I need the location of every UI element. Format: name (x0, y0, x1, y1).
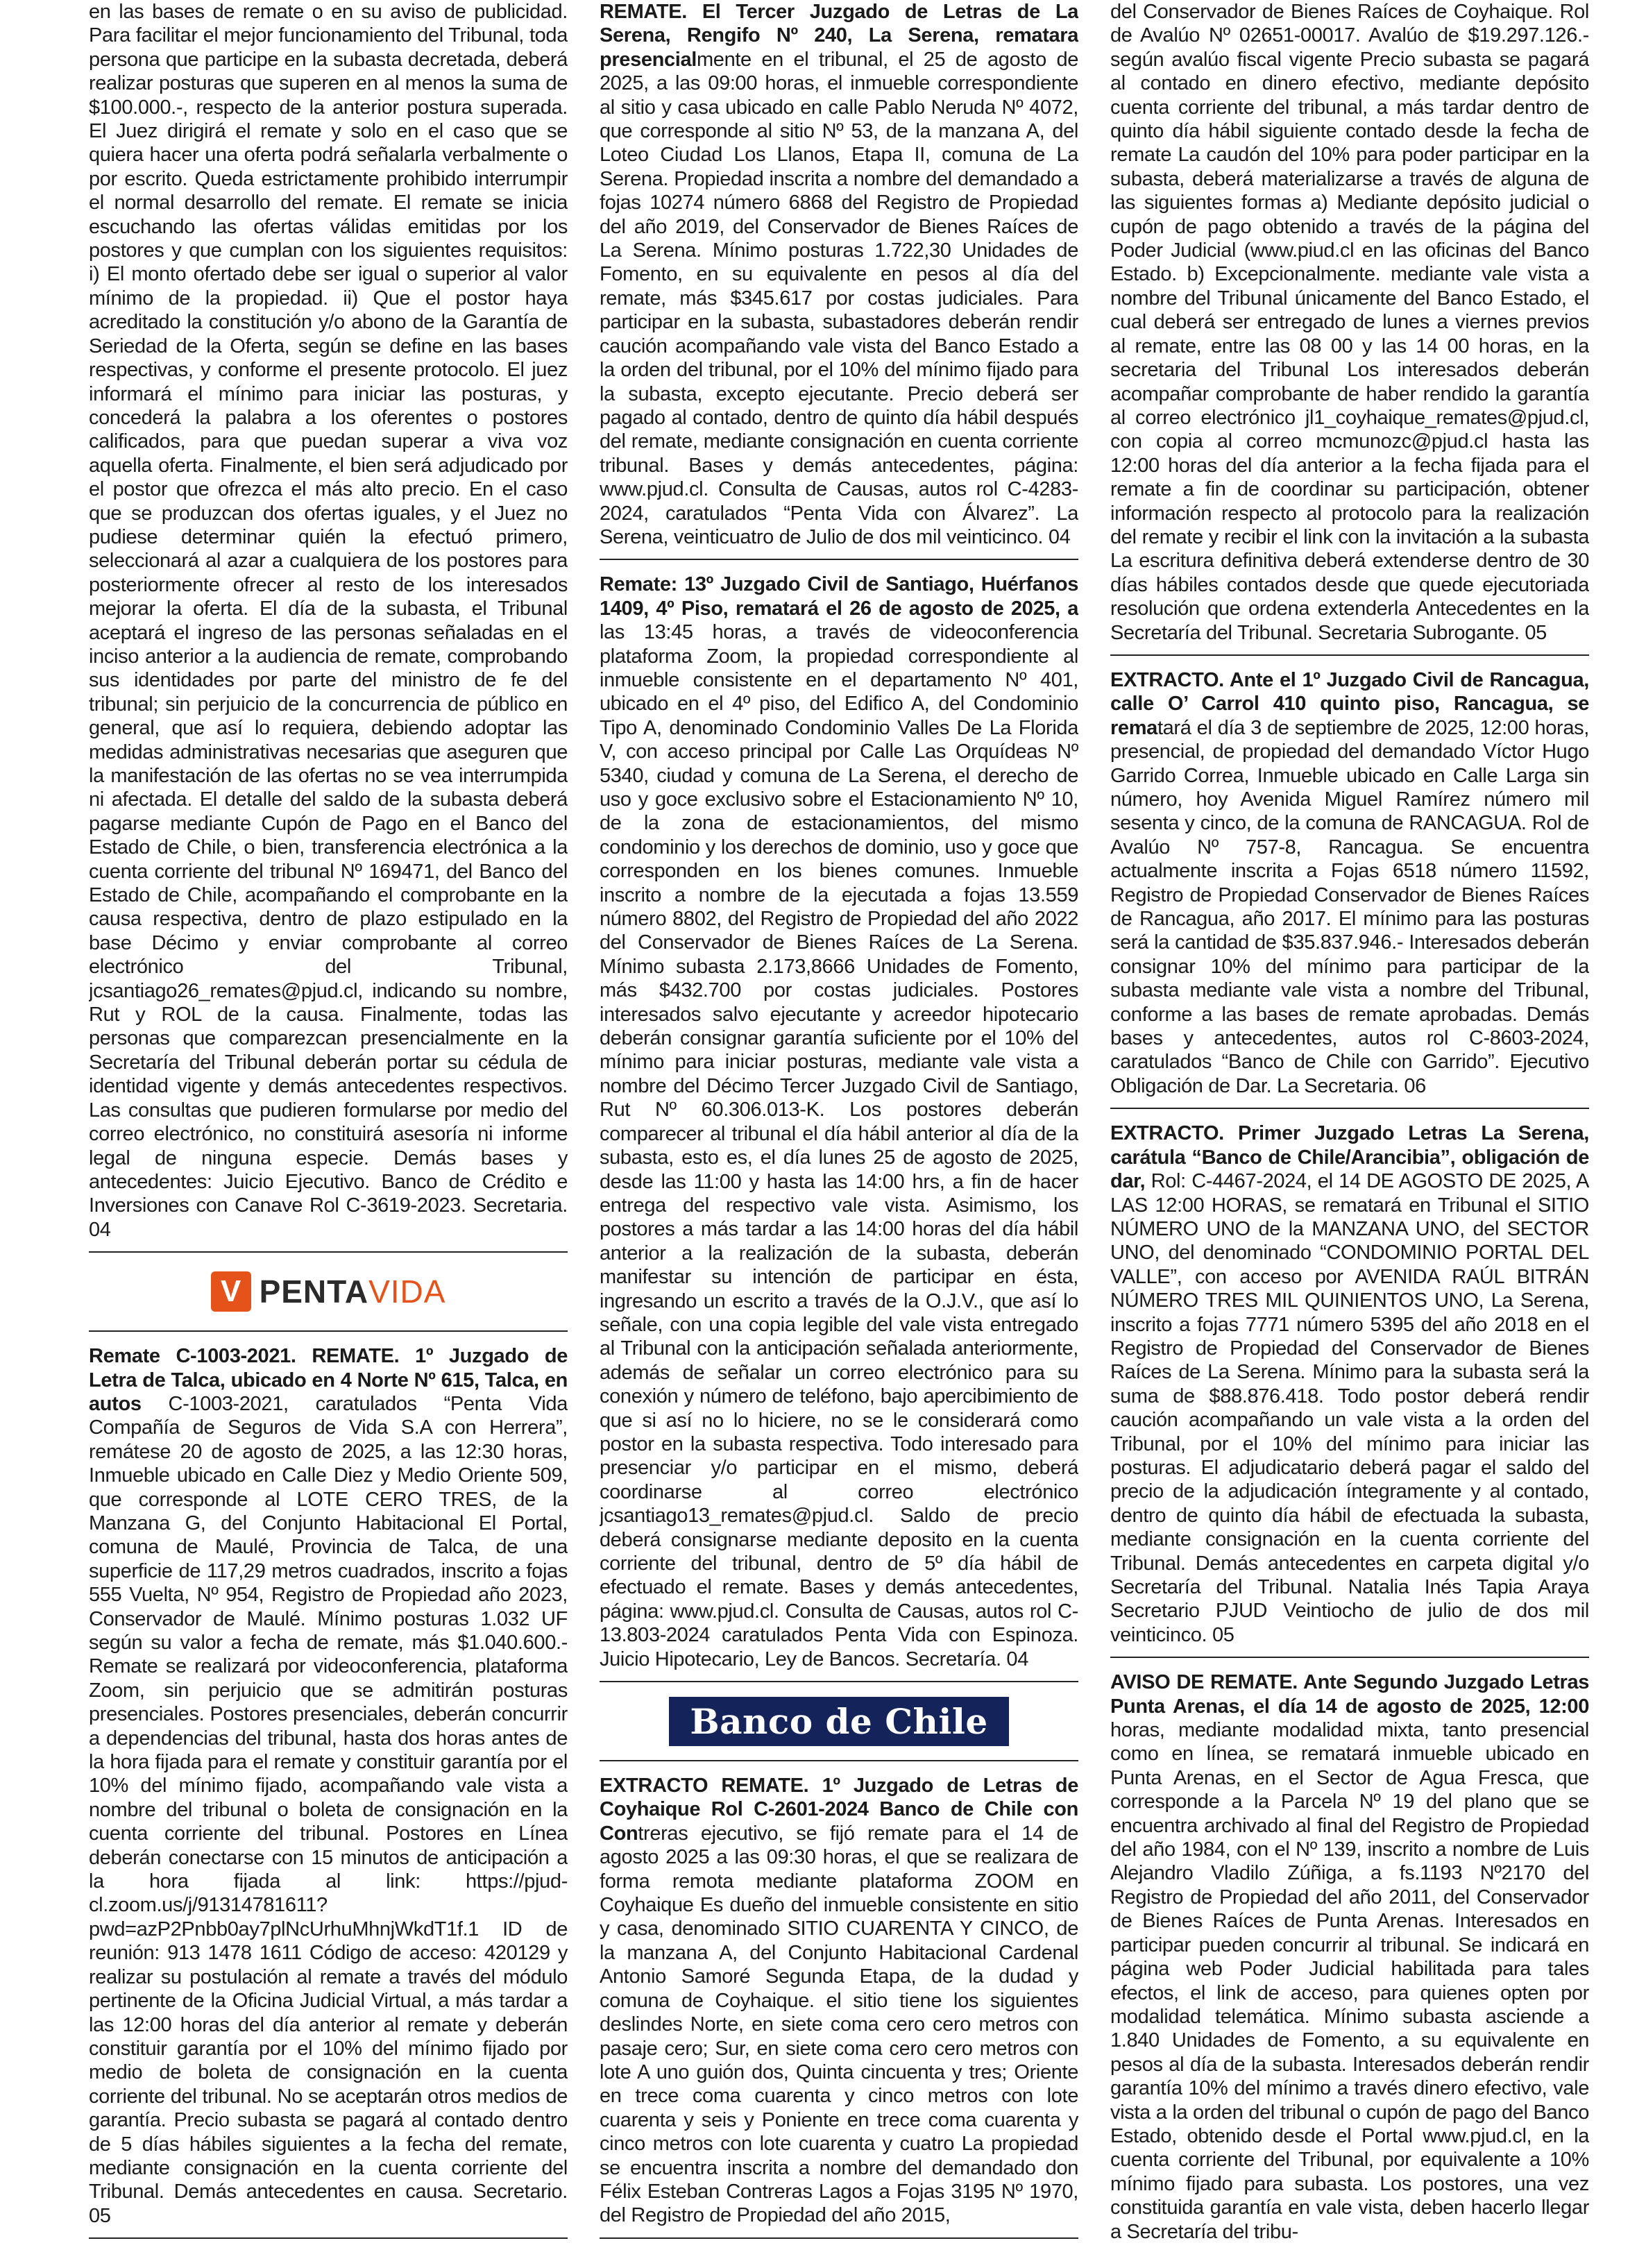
divider (89, 2237, 568, 2239)
notice-heading: Remate C-1003-2021. REMATE. 1º Juzgado de Letra de Talca, ubicado en 4 Norte Nº 615, Talca, en autos (89, 1345, 568, 1415)
pentavida-mark-icon: V (211, 1271, 251, 1312)
divider (600, 559, 1078, 560)
banco-de-chile-wordmark: Banco de Chile (669, 1697, 1008, 1746)
notice-rancagua-extracto (1110, 668, 1589, 1098)
notice-body: treras ejecutivo, se fijó remate para el 14 de agosto 2025 a las 09:30 horas, el que se realizara de forma remota mediante plataforma ZOOM en Coyhaique Es dueño del inmueble consistente en sitio y casa, denominado SITIO CUARENTA Y CINCO, de la manzana A, del Conjunto Habitacional Cardenal Antonio Samoré Segunda Etapa, de la dudad y comuna de Coyhaique. el sitio tiene los siguientes deslindes Norte, en siete coma cero cero metros con pasaje cero; Sur, en siete coma cero cero metros con lote A uno guión dos, Quinta cincuenta y tres; Oriente en trece coma cuarenta y cinco metros con lote cuarenta y seis y Poniente en trece coma cuarenta y cinco metros con lote cuarenta y cuatro La propiedad se encuentra inscrita a nombre del demandado don Félix Esteban Contreras Lagos a Fojas 3195 Nº 1970, del Registro de Propiedad del año 2015, (600, 1822, 1078, 2227)
notice-santiago-13-juzgado (600, 573, 1078, 1671)
pentavida-word-1: PENTA (259, 1273, 369, 1310)
notice-heading: Remate: 13º Juzgado Civil de Santiago, Huérfanos 1409, 4º Piso, rematará el 26 de agosto de 2025, a (600, 573, 1078, 620)
notice-talca-remate (89, 1344, 568, 2228)
notice-body: tará el día 3 de septiembre de 2025, 12:00 horas, presencial, de propiedad del demandado Víctor Hugo Garrido Correa, Inmueble ubicado en Calle Larga sin número, hoy Avenida Miguel Ramírez número mil sesenta y cinco, de la comuna de RANCAGUA. Rol de Avalúo Nº 757-8, Rancagua. Se encuentra actualmente inscrita a Fojas 6518 número 11592, Registro de Propiedad Conservador de Bienes Raíces de Rancagua, año 2017. El mínimo para las posturas será la cantidad de $35.837.946.- Interesados deberán consignar 10% del mínimo para participar de la subasta mediante vale vista a nombre del Tribunal, conforme a las bases de remate aprobadas. Demás bases y antecedentes, autos rol C-8603-2024, caratulados “Banco de Chile con Garrido”. Ejecutivo Obligación de Dar. La Secretaria. 06 (1110, 716, 1589, 1097)
column-1 (89, 0, 568, 2268)
notice-body: horas, mediante modalidad mixta, tanto presencial como en línea, se rematará inmueble ubicado en Punta Arenas, en el Sector de Agua Fresca, que corresponde a la Parcela Nº 19 del plano que se encuentra archivado al final del Registro de Propiedad del año 1984, con el Nº 139, inscrito a nombre de Luis Alejandro Vladilo Zúñiga, a fs.1193 Nº2170 del Registro de Propiedad del año 2011, del Conservador de Bienes Raíces de Punta Arenas. Interesados en participar pueden concurrir al tribunal. Se indicará en página web Poder Judicial habilitada para tales efectos, el link de acceso, para quienes opten por modalidad telemática. Mínimo subasta asciende a 1.840 Unidades de Fomento, a su equivalente en pesos al día de la subasta. Interesados deberán rendir garantía 10% del mínimo a través dinero efectivo, vale vista a la orden del tribunal o cupón de pago del Banco Estado, obtenido desde el Portal www.pjud.cl, en la cuenta corriente del Tribunal, por equivalente a 10% mínimo fijado para subasta. Los postores, una vez constituida garantía en vale vista, deben hacerlo llegar a Secretaría del tribu- (1110, 1719, 1589, 2243)
pentavida-logo (89, 1258, 568, 1325)
notice-body: las 13:45 horas, a través de videoconferencia plataforma Zoom, la propiedad correspondiente al inmueble consistente en el departamento Nº 401, ubicado en el 4º piso, del Edifico A, del Condominio Tipo A, denominado Condominio Valles De La Florida V, con acceso principal por Calle Las Orquídeas Nº 5340, ciudad y comuna de La Serena, el derecho de uso y goce exclusivo sobre el Estacionamiento Nº 10, de la zona de estacionamientos, del mismo condominio y los derechos de dominio, uso y goce que corresponden en los bienes comunes. Inmueble inscrito a nombre de la ejecutada a fojas 13.559 número 8802, del Registro de Propiedad del año 2022 del Conservador de Bienes Raíces de La Serena. Mínimo subasta 2.173,8666 Unidades de Fomento, más $432.700 por costas judiciales. Postores interesados salvo ejecutante y acreedor hipotecario deberán consignar garantía suficiente por el 10% del mínimo para iniciar posturas, mediante vale vista a nombre del Décimo Tercer Juzgado Civil de Santiago, Rut Nº 60.306.013-K. Los postores deberán comparecer al tribunal el día hábil anterior al día de la subasta, esto es, el día lunes 25 de agosto de 2025, desde las 11:00 y hasta las 14:00 hrs, a fin de hacer entrega del respectivo vale vista. Asimismo, los postores a más tardar a las 14:00 horas del día hábil anterior a la realización de la subasta, deberán manifestar su intención de participar en ésta, ingresando un escrito a través de la O.J.V., que así lo señale, con una copia legible del vale vista entregado al Tribunal con la anticipación señalada anteriormente, además de señalar un correo electrónico para su conexión y número de teléfono, bajo apercibimiento de que si así no lo hiciere, no se le considerará como postor en la subasta respectiva. Todo interesado para presenciar y/o participar en el mismo, deberá coordinarse al correo electrónico jcsantiago13_remates@pjud.cl. Saldo de precio deberá consignarse mediante deposito en la cuenta corriente del tribunal, dentro de 5º día hábil de efectuado el remate. Bases y demás antecedentes, página: www.pjud.cl. Consulta de Causas, autos rol C-13.803-2024 caratulados Penta Vida con Espinoza. Juicio Hipotecario, Ley de Bancos. Secretaría. 04 (600, 621, 1078, 1670)
notice-punta-arenas-aviso (1110, 1670, 1589, 2244)
divider (89, 1330, 568, 1332)
notice-body: en las bases de remate o en su aviso de publicidad. Para facilitar el mejor funcionamiento del Tribunal, toda persona que participe en la subasta decretada, deberá realizar posturas que superen en al menos la suma de $100.000.-, respecto de la anterior postura superada. El Juez dirigirá el remate y solo en el caso que se quiera hacer una oferta podrá señalarla verbalmente o por escrito. Queda estrictamente prohibido interrumpir el normal desarrollo del remate. El remate se inicia escuchando las ofertas válidas emitidas por los postores y que cumplan con los siguientes requisitos: i) El monto ofertado debe ser igual o superior al valor mínimo de la propiedad. ii) Que el postor haya acreditado la constitución y/o abono de la Garantía de Seriedad de la Oferta, según se define en las bases respectivas, y conforme el presente protocolo. El juez informará el mínimo para iniciar las posturas, y concederá la palabra a los oferentes o postores calificados, para que puedan superar a viva voz aquella oferta. Finalmente, el bien será adjudicado por el postor que ofrezca el más alto precio. En el caso que se produzcan dos ofertas iguales, y el Juez no pudiese determinar quién la efectuó primero, seleccionará al azar a cualquiera de los postores para posteriormente ofrecer al resto de los interesados mejorar la oferta. El día de la subasta, el Tribunal aceptará el ingreso de las personas señaladas en el inciso anterior a la audiencia de remate, comprobando sus identidades por parte del ministro de fe del tribunal; sin perjuicio de la concurrencia de público en general, que así lo requiera, debiendo adoptar las medidas administrativas necesarias que aseguren que la manifestación de las ofertas no se vea interrumpida ni afectada. El detalle del saldo de la subasta deberá pagarse mediante Cupón de Pago en el Banco del Estado de Chile, o bien, transferencia electrónica a la cuenta corriente del tribunal Nº 169471, del Banco del Estado de Chile, acompañando el comprobante en la causa respectiva, dentro de plazo estipulado en la base Décimo y enviar comprobante al correo electrónico del Tribunal, jcsantiago26_remates@pjud.cl, indicando su nombre, Rut y ROL de la causa. Finalmente, todas las personas que comparezcan presencialmente en la Secretaría del Tribunal deberán portar su cédula de identidad vigente y demás antecedentes respectivos. Las consultas que pudieren formularse por medio del correo electrónico, no constituirá asesoría ni informe legal de ninguna especie. Demás bases y antecedentes: Juicio Ejecutivo. Banco de Crédito e Inversiones con Canave Rol C-3619-2023. Secretaria. 04 (89, 1, 568, 1241)
notice-coyhaique-continuation (1110, 0, 1589, 645)
notice-heading: EXTRACTO. Primer Juzgado Letras La Serena, carátula “Banco de Chile/Arancibia”, obligación de dar, (1110, 1122, 1589, 1193)
notice-body: C-1003-2021, caratulados “Penta Vida Compañía de Seguros de Vida S.A con Herrera”, remátese 20 de agosto de 2025, a las 12:30 horas, Inmueble ubicado en Calle Diez y Medio Oriente 509, que corresponde al LOTE CERO TRES, de la Manzana G, del Conjunto Habitacional El Portal, comuna de Maulé, Provincia de Talca, de una superficie de 117,29 metros cuadrados, inscrito a fojas 555 Vuelta, Nº 954, Registro de Propiedad año 2023, Conservador de Maulé. Mínimo posturas 1.032 UF según su valor a fecha de remate, más $1.040.600.- Remate se realizará por videoconferencia, plataforma Zoom, sin perjuicio que se admitirán posturas presenciales. Postores presenciales, deberán concurrir a dependencias del tribunal, hasta dos horas antes de la hora fijada para el remate y constituir garantía por el 10% del mínimo fijado, acompañando vale vista a nombre del tribunal o boleta de consignación en la cuenta corriente del tribunal. Postores en Línea deberán conectarse con 15 minutos de anticipación a la hora fijada al link: https://pjud-cl.zoom.us/j/91314781611?pwd=azP2Pnbb0ay7plNcUrhuMhnjWkdT1f.1 ID de reunión: 913 1478 1611 Código de acceso: 420129 y realizar su postulación al remate a través del módulo pertinente de la Oficina Judicial Virtual, a más tardar a las 12:00 horas del día anterior al remate y deberán constituir garantía por el 10% del mínimo fijado por medio de boleta de consignación en la cuenta corriente del tribunal. No se aceptarán otros medios de garantía. Precio subasta se pagará al contado dentro de 5 días hábiles siguientes a la fecha del remate, mediante consignación en la cuenta corriente del Tribunal. Demás antecedentes en causa. Secretario. 05 (89, 1392, 568, 2227)
divider (89, 1251, 568, 1253)
notice-heading: REMATE. El Tercer Juzgado de Letras de La Serena, Rengifo Nº 240, La Serena, rematara presencial (600, 1, 1078, 71)
notice-heading: EXTRACTO REMATE. 1º Juzgado de Letras de Coyhaique Rol C-2601-2024 Banco de Chile con Con (600, 1775, 1078, 1845)
divider (600, 1681, 1078, 1682)
notice-bci-continuation (89, 0, 568, 1242)
divider (1110, 1657, 1589, 1658)
pentavida-word-2: VIDA (368, 1273, 446, 1310)
notice-coyhaique-extracto (600, 1774, 1078, 2228)
notice-body: del Conservador de Bienes Raíces de Coyhaique. Rol de Avalúo Nº 02651-00017. Avalúo de $19.297.126.- según avalúo fiscal vigente Precio subasta se pagará al contado en dinero efectivo, mediante depósito cuenta corriente del tribunal, a más tardar dentro de quinto día hábil siguiente contado desde la fecha de remate La caudón del 10% para poder participar en la subasta, deberá materializarse a través de alguna de las siguientes formas a) Mediante depósito judicial o cupón de pago obtenido a través de la página del Poder Judicial (www.piud.cl en las oficinas del Banco Estado. b) Excepcionalmente. mediante vale vista a nombre del Tribunal únicamente del Banco Estado, el cual deberá ser entregado de lunes a viernes previos al remate, entre las 08 00 y las 14 00 horas, en la secretaria del Tribunal Los interesados deberán acompañar comprobante de haber rendido la garantía al correo electrónico jl1_coyhaique_remates@pjud.cl, con copia al correo mcmunozc@pjud.cl hasta las 12:00 horas del día anterior a la fecha fijada para el remate a fin de coordinar su participación, obtener información respecto al protocolo para la realización del remate y recibir el link con la invitación a la subasta La escritura definitiva deberá extenderse dentro de 30 días hábiles contados desde que quede ejecutoriada resolución que ordena extenderla Antecedentes en la Secretaría del Tribunal. Secretaria Subrogante. 05 (1110, 1, 1589, 644)
column-2 (600, 0, 1078, 2268)
notice-la-serena-primer-juzgado (1110, 1122, 1589, 1647)
notice-la-serena-tercer-juzgado (600, 0, 1078, 549)
divider (1110, 1108, 1589, 1109)
notice-body: mente en el tribunal, el 25 de agosto de 2025, a las 09:00 horas, el inmueble correspondiente al sitio y casa ubicado en calle Pablo Neruda Nº 4072, que corresponde al sitio Nº 53, de la manzana A, del Loteo Ciudad Los Llanos, Etapa II, comuna de La Serena. Propiedad inscrita a nombre del demandado a fojas 10274 número 6868 del Registro de Propiedad del año 2019, del Conservador de Bienes Raíces de La Serena. Mínimo posturas 1.722,30 Unidades de Fomento, en su equivalente en pesos al día del remate, más $345.617 por costas judiciales. Para participar en la subasta, subastadores deberán rendir caución acompañando vale vista del Banco Estado a la orden del tribunal, por el 10% del mínimo fijado para la subasta, excepto ejecutante. Precio deberá ser pagado al contado, dentro de quinto día hábil después del remate, mediante consignación en cuenta corriente tribunal. Bases y demás antecedentes, página: www.pjud.cl. Consulta de Causas, autos rol C-4283-2024, caratulados “Penta Vida con Álvarez”. La Serena, veinticuatro de Julio de dos mil veinticinco. 04 (600, 48, 1078, 548)
divider (600, 1760, 1078, 1761)
divider (600, 2237, 1078, 2239)
notice-body: Rol: C-4467-2024, el 14 DE AGOSTO DE 2025, A LAS 12:00 HORAS, se rematará en Tribunal el SITIO NÚMERO UNO de la MANZANA UNO, del SECTOR UNO, del denominado “CONDOMINIO PORTAL DEL VALLE”, con acceso por AVENIDA RAÚL BITRÁN NÚMERO TRES MIL QUINIENTOS UNO, La Serena, inscrito a fojas 7771 número 5395 del año 2018 en el Registro de Propiedad del Conservador de Bienes Raíces de La Serena. Mínimo para la subasta será la suma de $88.876.418. Todo postor deberá rendir caución acompañando un vale vista a la orden del Tribunal, por el 10% del mínimo para iniciar las posturas. El adjudicatario deberá pagar el saldo del precio de la adjudicación íntegramente y al contado, dentro de quinto día hábil de efectuada la subasta, mediante consignación en la cuenta corriente del Tribunal. Demás antecedentes en carpeta digital y/o Secretaría del Tribunal. Natalia Inés Tapia Araya Secretario PJUD Veintiocho de julio de dos mil veinticinco. 05 (1110, 1170, 1589, 1646)
notice-heading: AVISO DE REMATE. Ante Segundo Juzgado Letras Punta Arenas, el día 14 de agosto de 2025, 12:00 (1110, 1671, 1589, 1718)
banco-de-chile-logo (600, 1688, 1078, 1754)
notice-heading: EXTRACTO. Ante el 1º Juzgado Civil de Rancagua, calle O’ Carrol 410 quinto piso, Rancagua, se rema (1110, 668, 1589, 739)
column-3 (1110, 0, 1589, 2268)
divider (1110, 654, 1589, 656)
